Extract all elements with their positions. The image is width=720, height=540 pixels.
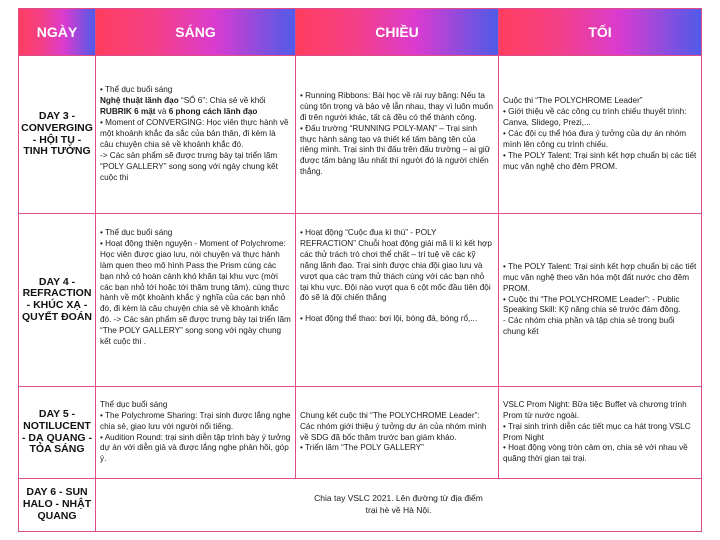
day3-evening-line3: • Các đội cụ thể hóa đưa ý tưởng của dự án nhóm mình lên công cụ trình chiếu. [503, 129, 687, 149]
day4-afternoon-line1: • Hoạt động “Cuộc đua kì thú” - POLY REFRACTION” Chuỗi hoạt động giải mã lí kì kết hợp các thử trách trò chơi thể chất – trí tuệ về các kỹ năng lãnh đạo. Trại sinh được chia đội giao lưu và vượt qua các trạm thử thách cùng với các bạn nhỏ tại khu vực. Đội nào vượt qua 6 cột mốc đầu tiên đội đó sẽ là đội chiến thắng [300, 228, 492, 303]
day5-afternoon-line2: Các nhóm giới thiệu ý tưởng dự án của nhóm mình về SDG đã bốc thăm trước ban giám khảo. [300, 421, 487, 442]
header-morning: SÁNG [96, 8, 296, 56]
day5-label: DAY 5 - NOTILUCENT - DẠ QUANG - TỎA SÁNG [18, 387, 96, 479]
day6-label: DAY 6 - SUN HALO - NHẬT QUANG [18, 479, 96, 532]
day5-morning-line1: Thể dục buổi sáng [100, 399, 168, 409]
day4-evening-line3: - Các nhóm chia phần và tập chia sẻ trong buổi chung kết [503, 316, 675, 337]
day3-afternoon-line2: • Đấu trường “RUNNING POLY-MAN” – Trại sinh thực hành sáng tạo và thiết kế tấm bảng tên của riêng mình. Trại sinh thi đấu trên đấu trường – ai giữ được tấm bảng lâu nhất thì người đó là người chiến thắng. [300, 123, 491, 177]
day4-morning-line1: • Thể dục buổi sáng [100, 228, 173, 237]
day6-content-cell [96, 479, 702, 532]
day3-morning-line3: • Moment of CONVERGING: Học viên thực hành về một khoảnh khắc đa sắc của bản thân, đi kèm là câu chuyện chia sẻ về khoảnh khắc đó. [100, 118, 289, 149]
day4-afternoon-line3: • Hoạt động thể thao: bơi lội, bóng đá, bóng rổ,... [300, 314, 478, 324]
day4-evening-line1: • The POLY Talent: Trại sinh kết hợp chuẩn bị các tiết mục văn nghệ theo văn hóa một đất nước cho đêm PROM. [503, 261, 697, 293]
schedule-table [18, 8, 702, 532]
day3-morning-line2: Nghệ thuật lãnh đạo “SỐ 6”: Chia sẻ về khối RUBRIK 6 mặt và 6 phong cách lãnh đạo [100, 96, 266, 117]
day3-evening-line1: Cuộc thi “The POLYCHROME Leader” [503, 96, 643, 106]
day5-afternoon [296, 387, 499, 479]
day3-evening [499, 56, 702, 214]
day5-morning-line2: • The Polychrome Sharing: Trại sinh được lắng nghe chia sẻ, giao lưu với người nổi tiếng. [100, 410, 291, 431]
day3-morning-line1: • Thể dục buổi sáng [100, 85, 173, 95]
day4-label: DAY 4 - REFRACTION - KHÚC XẠ - QUYẾT ĐOÁN [18, 214, 96, 387]
day5-evening [499, 387, 702, 479]
day5-evening-line1: VSLC Prom Night: Bữa tiệc Buffet và chương trình Prom từ nước ngoài. [503, 399, 687, 420]
header-day: NGÀY [18, 8, 96, 56]
day4-evening [499, 214, 702, 387]
day4-evening-line2: • Cuộc thi “The POLYCHROME Leader”: - Public Speaking Skill: Kỹ năng chia sẻ trước đám đông. [503, 294, 681, 315]
day4-morning [96, 214, 296, 387]
day5-evening-line3: • Hoạt động vòng tròn cảm ơn, chia sẻ với nhau về quãng thời gian tại trại. [503, 443, 688, 464]
day3-evening-line2: • Giới thiệu về các công cụ trình chiếu thuyết trình: Canva, Slidego, Prezi,... [503, 107, 687, 128]
day5-morning [96, 387, 296, 479]
day6-content: Chia tay VSLC 2021. Lên đường từ địa điểm trại hè về Hà Nội. [314, 493, 483, 515]
header-afternoon: CHIỀU [296, 8, 499, 56]
day4-morning-line2: • Hoạt động thiện nguyện - Moment of Polychrome: Học viên được giao lưu, nói chuyện và thực hành làm quen theo mô hình Pass the Prism cùng các bạn nhỏ có hoàn cảnh khó khăn tại khu vực (mời các bạn nhỏ tới hoặc tới thăm trung tâm). cùng thực hành về một khoảnh khắc ý nghĩa của các bạn nhỏ đó, đi kèm là câu chuyện chia sẻ về khoảnh khắc đó. -> Các sản phẩm sẽ được trưng bày tại triển lãm “The POLY GALLERY” song song với ngày chung kết cuộc thi . [100, 238, 291, 347]
day5-morning-line3: • Audition Round: trại sinh diễn tập trình bày ý tưởng dự án với diễn giả và được lắng nghe phản hồi, góp ý. [100, 432, 291, 464]
day3-morning-line4: -> Các sản phẩm sẽ được trưng bày tại triển lãm “POLY GALLERY” song song với ngày chung kết cuộc thi [100, 150, 278, 182]
day5-afternoon-line1: Chung kết cuộc thi “The POLYCHROME Leader”: [300, 410, 480, 420]
day3-afternoon-line1: • Running Ribbons: Bài học về rải ruy băng: Nếu ta cùng tôn trọng và bảo vệ lẫn nhau, thay vì luôn muốn đi trên người khác, tất cả đều có thể thành công. [300, 90, 493, 122]
header-evening: TỐI [499, 8, 702, 56]
day3-morning [96, 56, 296, 214]
day3-evening-line4: • The POLY Talent: Trại sinh kết hợp chuẩn bị các tiết mục văn nghệ cho đêm PROM. [503, 150, 697, 171]
day5-evening-line2: • Trại sinh trình diễn các tiết mục ca hát trong VSLC Prom Night [503, 421, 691, 442]
day3-label: DAY 3 - CONVERGING - HỘI TỤ - TINH TƯỜNG [18, 56, 96, 214]
day4-afternoon [296, 214, 499, 387]
day4-afternoon-spacer [300, 304, 494, 314]
day3-afternoon [296, 56, 499, 214]
day5-afternoon-line3: • Triển lãm “The POLY GALLERY” [300, 443, 424, 453]
